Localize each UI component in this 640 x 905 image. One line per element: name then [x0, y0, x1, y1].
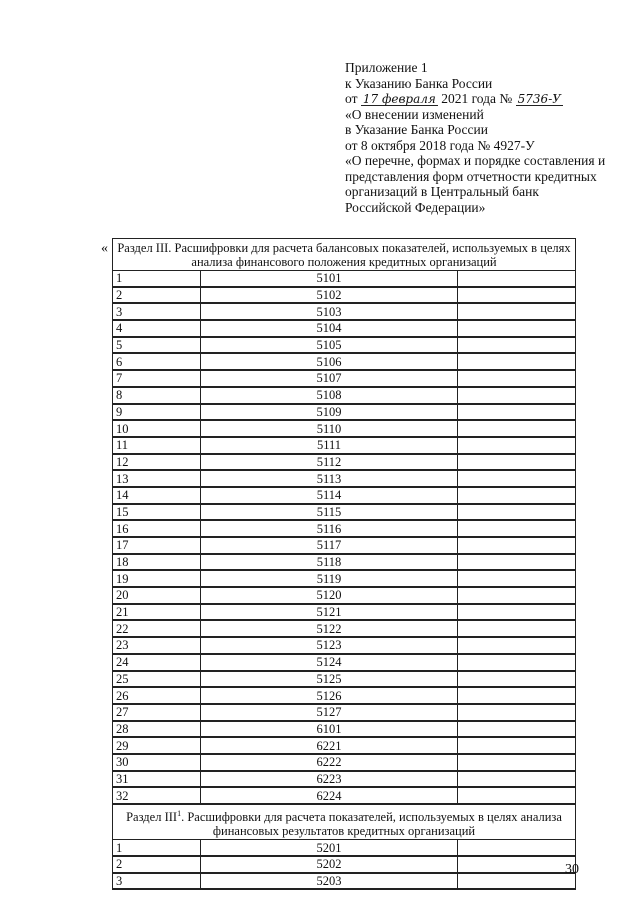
table-row — [113, 721, 576, 738]
appendix-subject-line: в Указание Банка России — [345, 122, 488, 137]
row-number: 4 — [113, 320, 201, 337]
row-empty-cell — [458, 787, 576, 804]
table-row — [113, 604, 576, 621]
row-number: 30 — [113, 754, 201, 771]
row-empty-cell — [458, 271, 576, 287]
page-number: 30 — [565, 862, 579, 877]
row-number: 20 — [113, 587, 201, 604]
row-empty-cell — [458, 353, 576, 370]
row-code: 6221 — [201, 737, 458, 754]
table-row — [113, 671, 576, 688]
table-row — [113, 737, 576, 754]
table-row — [113, 620, 576, 637]
row-number: 3 — [113, 303, 201, 320]
row-empty-cell — [458, 404, 576, 421]
row-empty-cell — [458, 721, 576, 738]
appendix-subject-line: представления форм отчетности кредитных — [345, 168, 597, 184]
row-empty-cell — [458, 420, 576, 437]
table-row — [113, 537, 576, 554]
row-number: 18 — [113, 554, 201, 571]
row-code: 5111 — [201, 437, 458, 454]
row-code: 5113 — [201, 470, 458, 487]
row-number: 1 — [113, 271, 201, 287]
section-3-1-header — [113, 804, 576, 840]
table-row — [113, 353, 576, 370]
table-row — [113, 873, 576, 890]
row-empty-cell — [458, 587, 576, 604]
row-code: 5110 — [201, 420, 458, 437]
row-number: 27 — [113, 704, 201, 721]
row-code: 5108 — [201, 387, 458, 404]
row-number: 5 — [113, 337, 201, 354]
section-3-1-title-prefix: Раздел III — [126, 810, 178, 825]
row-code: 5203 — [201, 873, 458, 890]
row-code: 5120 — [201, 587, 458, 604]
row-empty-cell — [458, 320, 576, 337]
row-empty-cell — [458, 654, 576, 671]
row-empty-cell — [458, 873, 576, 890]
table-row — [113, 840, 576, 856]
row-empty-cell — [458, 370, 576, 387]
row-code: 5117 — [201, 537, 458, 554]
handwritten-number: 5736-У — [517, 92, 561, 106]
row-number: 29 — [113, 737, 201, 754]
row-number: 12 — [113, 454, 201, 471]
appendix-title: Приложение 1 — [345, 60, 428, 75]
row-empty-cell — [458, 704, 576, 721]
row-number: 15 — [113, 504, 201, 521]
row-empty-cell — [458, 470, 576, 487]
row-code: 5123 — [201, 637, 458, 654]
row-code: 5121 — [201, 604, 458, 621]
row-code: 5107 — [201, 370, 458, 387]
table-row — [113, 637, 576, 654]
section-3-1-superscript: 1 — [177, 809, 182, 818]
row-number: 26 — [113, 687, 201, 704]
row-code: 5101 — [201, 271, 458, 287]
row-empty-cell — [458, 604, 576, 621]
row-number: 7 — [113, 370, 201, 387]
row-code: 5126 — [201, 687, 458, 704]
table-row — [113, 303, 576, 320]
row-number: 25 — [113, 671, 201, 688]
row-empty-cell — [458, 303, 576, 320]
row-number: 9 — [113, 404, 201, 421]
date-prefix: от — [345, 91, 358, 106]
appendix-header — [345, 60, 605, 215]
section-3-1-title-suffix: . Расшифровки для расчета показателей, используемых в целях анализа финансовых результатов кредитных организаций — [181, 810, 562, 839]
row-code: 5112 — [201, 454, 458, 471]
table-row — [113, 287, 576, 304]
row-number: 3 — [113, 873, 201, 890]
row-code: 5106 — [201, 353, 458, 370]
table-row — [113, 487, 576, 504]
row-number: 24 — [113, 654, 201, 671]
row-number: 16 — [113, 520, 201, 537]
appendix-subject-line: «О внесении изменений — [345, 106, 484, 122]
row-empty-cell — [458, 671, 576, 688]
row-empty-cell — [458, 537, 576, 554]
row-empty-cell — [458, 771, 576, 788]
row-empty-cell — [458, 570, 576, 587]
row-code: 5202 — [201, 856, 458, 873]
row-code: 5115 — [201, 504, 458, 521]
appendix-subject-line: Российской Федерации» — [345, 199, 486, 215]
row-number: 10 — [113, 420, 201, 437]
row-code: 6222 — [201, 754, 458, 771]
row-code: 5104 — [201, 320, 458, 337]
row-code: 5114 — [201, 487, 458, 504]
table-row — [113, 520, 576, 537]
row-code: 5127 — [201, 704, 458, 721]
section-3-title: Раздел III. Расшифровки для расчета балансовых показателей, используемых в целях анализа финансового положения кредитных организаций — [117, 241, 571, 269]
row-number: 19 — [113, 570, 201, 587]
row-empty-cell — [458, 737, 576, 754]
row-number: 11 — [113, 437, 201, 454]
row-empty-cell — [458, 487, 576, 504]
row-code: 6223 — [201, 771, 458, 788]
row-code: 5201 — [201, 840, 458, 856]
section-title — [113, 804, 576, 840]
table-row — [113, 754, 576, 771]
row-code: 5125 — [201, 671, 458, 688]
row-number: 21 — [113, 604, 201, 621]
row-empty-cell — [458, 437, 576, 454]
row-code: 5124 — [201, 654, 458, 671]
table-row — [113, 856, 576, 873]
row-code: 6101 — [201, 721, 458, 738]
row-code: 5118 — [201, 554, 458, 571]
row-code: 5116 — [201, 520, 458, 537]
row-number: 28 — [113, 721, 201, 738]
row-code: 5119 — [201, 570, 458, 587]
table-row — [113, 271, 576, 287]
table-row — [113, 704, 576, 721]
row-number: 23 — [113, 637, 201, 654]
row-code: 5105 — [201, 337, 458, 354]
table-row — [113, 587, 576, 604]
report-table — [112, 238, 576, 890]
row-number: 1 — [113, 840, 201, 856]
table-row — [113, 387, 576, 404]
row-number: 31 — [113, 771, 201, 788]
table-row — [113, 687, 576, 704]
table-row — [113, 470, 576, 487]
row-empty-cell — [458, 620, 576, 637]
row-number: 6 — [113, 353, 201, 370]
table-row — [113, 504, 576, 521]
row-number: 13 — [113, 470, 201, 487]
table-row — [113, 420, 576, 437]
appendix-subject-line: от 8 октября 2018 года № 4927-У — [345, 137, 535, 153]
table-row — [113, 787, 576, 804]
appendix-ref-line: к Указанию Банка России — [345, 75, 493, 91]
row-empty-cell — [458, 840, 576, 856]
row-number: 32 — [113, 787, 201, 804]
row-empty-cell — [458, 687, 576, 704]
row-code: 5122 — [201, 620, 458, 637]
date-mid: 2021 года № — [441, 91, 513, 106]
row-number: 2 — [113, 287, 201, 304]
table-row — [113, 654, 576, 671]
table-row — [113, 320, 576, 337]
row-empty-cell — [458, 287, 576, 304]
row-number: 8 — [113, 387, 201, 404]
appendix-date-line — [345, 91, 605, 107]
table-row — [113, 454, 576, 471]
row-empty-cell — [458, 637, 576, 654]
row-empty-cell — [458, 554, 576, 571]
appendix-subject-line: «О перечне, формах и порядке составления и — [345, 153, 606, 168]
row-empty-cell — [458, 520, 576, 537]
row-empty-cell — [458, 856, 576, 873]
row-empty-cell — [458, 454, 576, 471]
table-row — [113, 437, 576, 454]
table-row — [113, 370, 576, 387]
row-code: 5103 — [201, 303, 458, 320]
table-row — [113, 404, 576, 421]
table-row — [113, 337, 576, 354]
row-code: 5102 — [201, 287, 458, 304]
section-3-header — [113, 239, 576, 271]
row-number: 14 — [113, 487, 201, 504]
table-row — [113, 554, 576, 571]
opening-quote: « — [101, 241, 108, 256]
row-number: 17 — [113, 537, 201, 554]
appendix-subject-line: организаций в Центральный банк — [345, 184, 539, 199]
row-empty-cell — [458, 754, 576, 771]
handwritten-date: 17 февраля — [362, 92, 436, 106]
row-empty-cell — [458, 337, 576, 354]
row-number: 2 — [113, 856, 201, 873]
section-title — [113, 239, 576, 271]
row-number: 22 — [113, 620, 201, 637]
row-empty-cell — [458, 387, 576, 404]
table-row — [113, 570, 576, 587]
row-code: 6224 — [201, 787, 458, 804]
table-row — [113, 771, 576, 788]
row-code: 5109 — [201, 404, 458, 421]
row-empty-cell — [458, 504, 576, 521]
